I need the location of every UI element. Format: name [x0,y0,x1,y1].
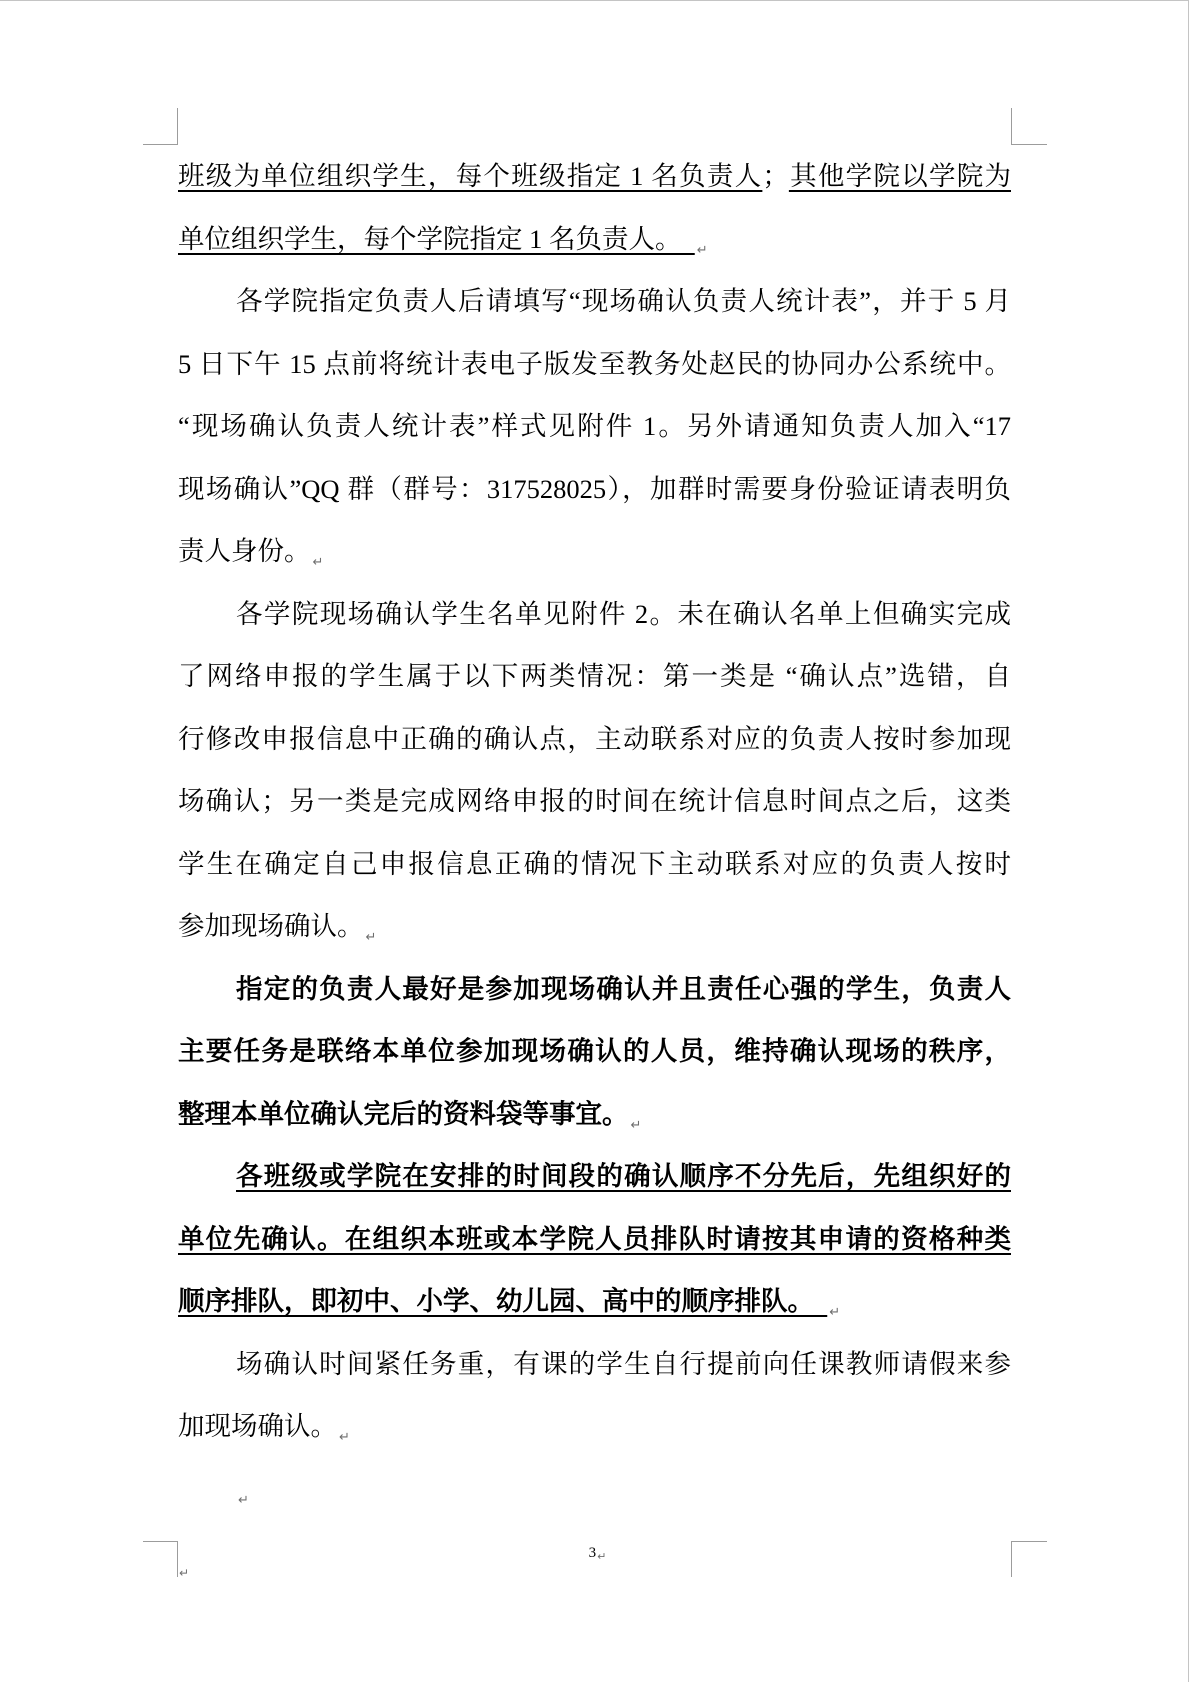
text-line [178,458,1011,521]
text-run: 学生在确定自己申报信息正确的情况下主动联系对应的负责人按时 [178,848,1011,879]
paragraph [178,270,1011,583]
text-run: 加现场确认。 [178,1411,337,1441]
underlined-text: 其他学院以学院为 [788,161,1011,191]
text-run: 参加现场确认。 [178,911,364,941]
paragraph-mark-icon: ↵ [829,1305,841,1320]
text-line [178,1020,1011,1083]
underlined-text: 单位先确认。在组织本班或本学院人员排队时请按其申请的资格种类 [178,1223,1011,1254]
text-run: 现场确认”QQ 群（群号：317528025），加群时需要身份验证请表明负 [178,473,1011,504]
paragraph [178,958,1011,1146]
text-line [178,1145,1011,1208]
text-line [178,583,1011,646]
text-line [178,708,1011,771]
paragraph-mark-icon: ↵ [365,930,377,945]
paragraph [178,145,1011,270]
empty-paragraph [178,1458,1011,1521]
paragraph [178,1145,1011,1333]
text-run: “现场确认负责人统计表”样式见附件 1。另外请通知负责人加入“17 [178,411,1011,441]
bold-text: 指定的负责人最好是参加现场确认并且责任心强的学生，负责人 [236,973,1011,1004]
text-line [178,1458,1011,1521]
text-run: 各学院指定负责人后请填写“现场确认负责人统计表”，并于 5 月 [236,286,1011,316]
text-run: 责人身份。 [178,536,311,566]
text-run: 场确认；另一类是完成网络申报的时间在统计信息时间点之后，这类 [178,786,1011,816]
text-line [178,270,1011,333]
text-line [178,895,1011,958]
paragraph [178,583,1011,958]
text-line [178,1333,1011,1396]
text-line [178,770,1011,833]
crop-mark-bottom-right [1011,1541,1047,1577]
text-line [178,645,1011,708]
document-body[interactable] [178,145,1011,1520]
text-line [178,833,1011,896]
text-run: 5 日下午 15 点前将统计表电子版发至教务处赵民的协同办公系统中。 [178,348,1011,379]
underlined-text: 班级为单位组织学生，每个班级指定 1 名负责人 [178,161,763,191]
text-run: 场确认时间紧任务重，有课的学生自行提前向任课教师请假来参 [236,1348,1011,1379]
bold-text: 主要任务是联络本单位参加现场确认的人员，维持确认现场的秩序， [178,1036,1011,1066]
underlined-text: 单位组织学生，每个学院指定 1 名负责人。 [178,223,682,254]
paragraph-mark-icon: ↵ [179,1566,190,1580]
text-line [178,395,1011,458]
text-line [178,208,1011,271]
paragraph-mark-icon: ↵ [339,1430,350,1445]
paragraph-mark-icon: ↵ [630,1117,642,1133]
underlined-text: 各班级或学院在安排的时间段的确认顺序不分先后，先组织好的 [236,1161,1011,1191]
text-line [178,333,1011,396]
paragraph-mark-icon: ↵ [238,1492,249,1508]
text-run: 了网络申报的学生属于以下两类情况：第一类是 “确认点”选错，自 [178,661,1011,691]
page-number: 3 [588,1545,597,1561]
crop-mark-top-right [1011,108,1047,145]
crop-mark-bottom-left [143,1541,178,1577]
bold-text: 整理本单位确认完后的资料袋等事宜。 [178,1098,629,1129]
text-line [178,520,1011,583]
underlined-text: 顺序排队，即初中、小学、幼儿园、高中的顺序排队。 [178,1286,814,1316]
crop-mark-top-left [143,108,178,145]
paragraph [178,1333,1011,1458]
text-line [178,145,1011,208]
paragraph-mark-icon: ↵ [696,242,708,258]
text-line [178,1083,1011,1146]
paragraph-mark-icon: ↵ [597,1550,607,1563]
paragraph-mark-icon: ↵ [312,555,324,570]
text-line [178,1395,1011,1458]
text-run: ； [762,161,789,191]
text-line [178,958,1011,1021]
page-footer [178,1542,1011,1568]
text-run: 行修改申报信息中正确的确认点，主动联系对应的负责人按时参加现 [178,723,1011,754]
text-line [178,1270,1011,1333]
text-line [178,1208,1011,1271]
text-run: 各学院现场确认学生名单见附件 2。未在确认名单上但确实完成 [236,598,1011,629]
